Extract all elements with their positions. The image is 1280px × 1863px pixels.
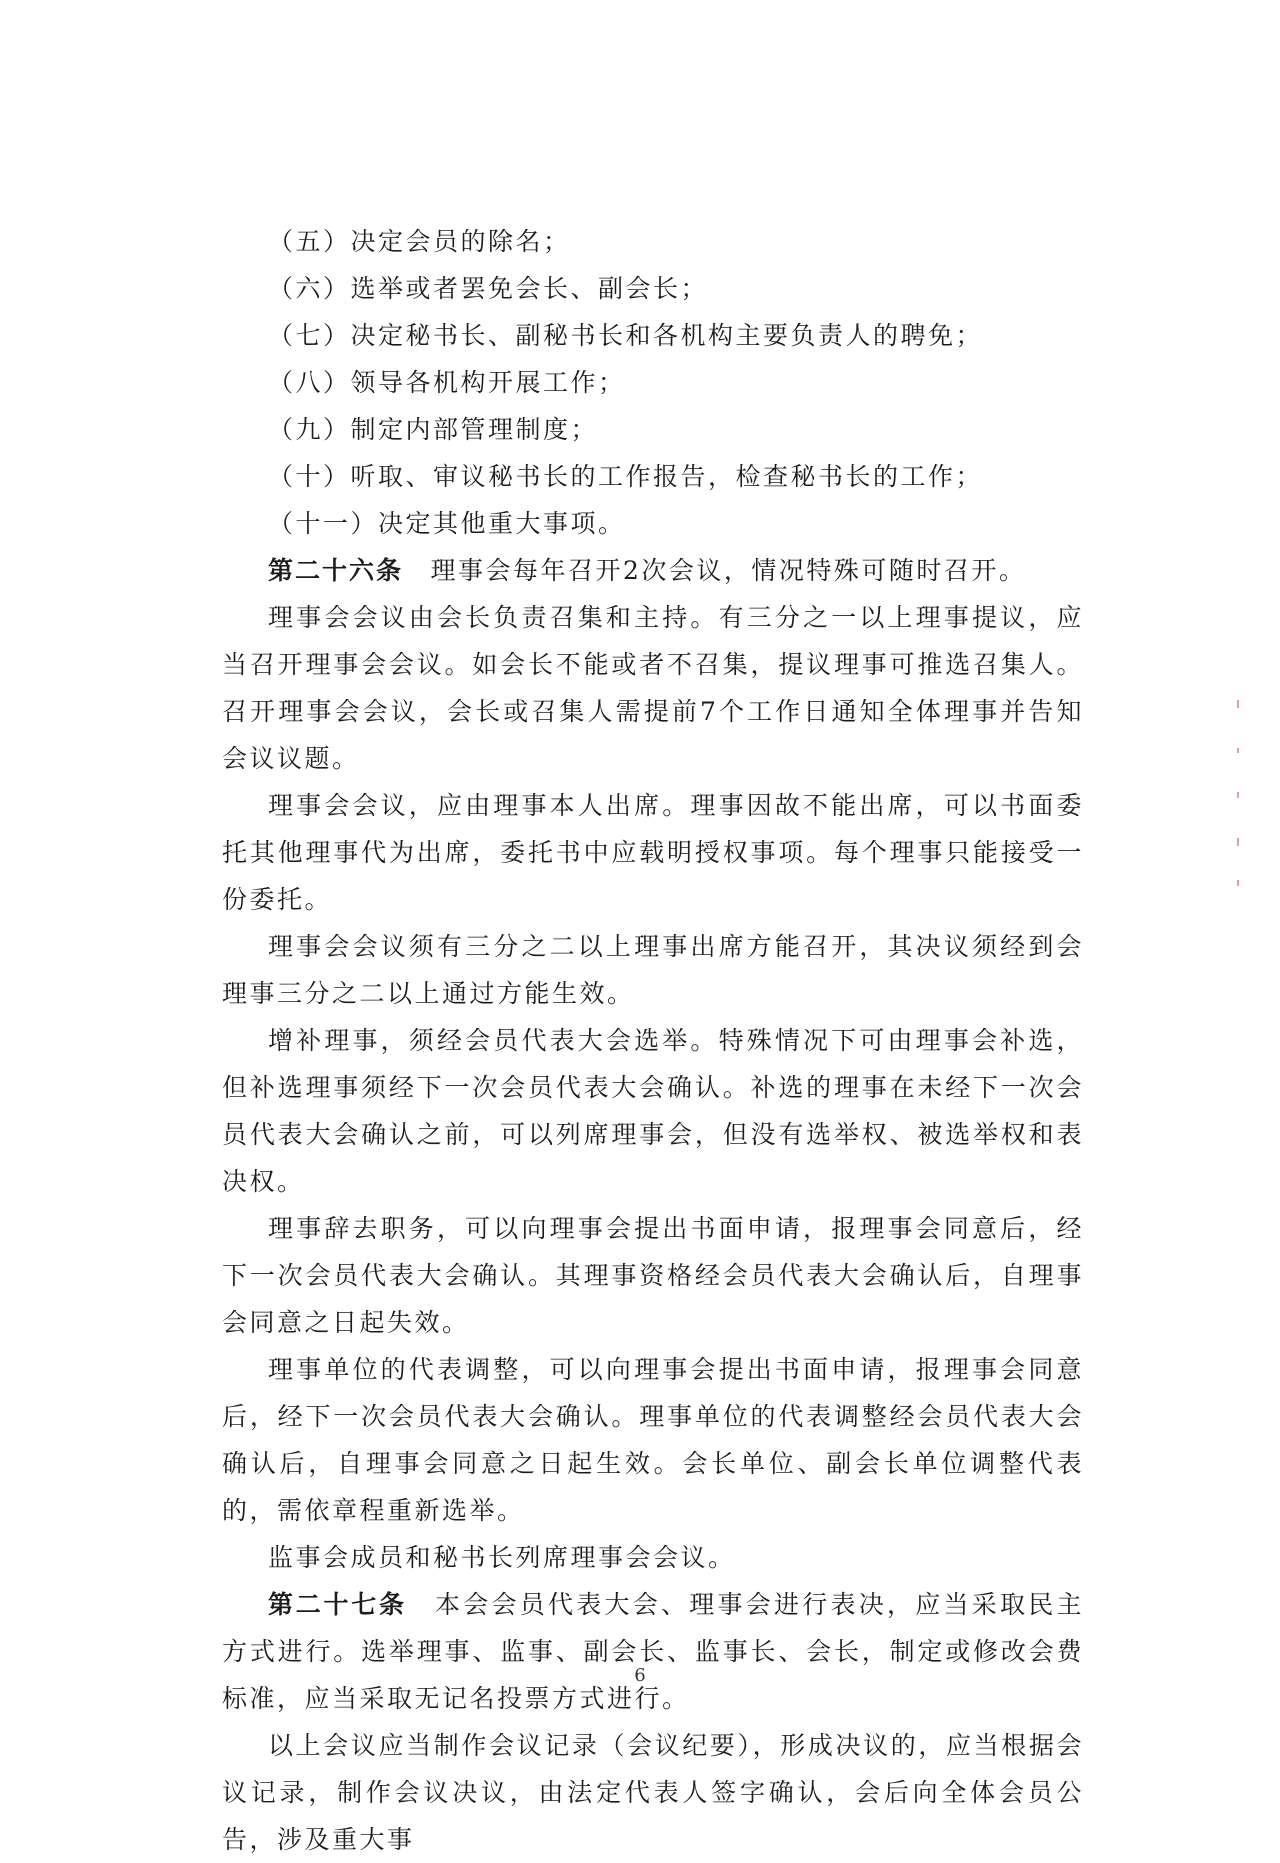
paragraph: 理事会会议须有三分之二以上理事出席方能召开，其决议须经到会理事三分之二以上通过方能生效。	[222, 932, 1084, 1008]
article-27	[222, 1581, 1084, 1722]
list-item: （七）决定秘书长、副秘书长和各机构主要负责人的聘免；	[268, 321, 984, 350]
article-heading: 第二十六条	[268, 556, 404, 585]
article-26	[222, 547, 1084, 594]
list-item: （十一）决定其他重大事项。	[268, 509, 626, 538]
article-text: 理事会每年召开2次会议，情况特殊可随时召开。	[403, 556, 1027, 585]
paragraph: 监事会成员和秘书长列席理事会会议。	[268, 1543, 736, 1572]
scan-edge-mark	[1237, 838, 1239, 846]
list-item: （六）选举或者罢免会长、副会长；	[268, 274, 709, 303]
paragraph: 理事单位的代表调整，可以向理事会提出书面申请，报理事会同意后，经下一次会员代表大会确认。理事单位的代表调整经会员代表大会确认后，自理事会同意之日起生效。会长单位、副会长单位调整代表的，需依章程重新选举。	[222, 1355, 1084, 1525]
scan-edge-mark	[1237, 792, 1239, 798]
article-text: 本会会员代表大会、理事会进行表决，应当采取民主方式进行。选举理事、监事、副会长、监事长、会长，制定或修改会费标准，应当采取无记名投票方式进行。	[222, 1590, 1084, 1713]
list-item: （十）听取、审议秘书长的工作报告，检查秘书长的工作；	[268, 462, 984, 491]
article-heading: 第二十七条	[268, 1590, 407, 1619]
page-body	[222, 218, 1084, 1863]
paragraph: 理事辞去职务，可以向理事会提出书面申请，报理事会同意后，经下一次会员代表大会确认。其理事资格经会员代表大会确认后，自理事会同意之日起失效。	[222, 1214, 1084, 1337]
list-item: （九）制定内部管理制度；	[268, 415, 599, 444]
scan-edge-mark	[1237, 748, 1239, 753]
list-item: （八）领导各机构开展工作；	[268, 368, 626, 397]
scan-edge-mark	[1237, 700, 1239, 708]
paragraph: 理事会会议由会长负责召集和主持。有三分之一以上理事提议，应当召开理事会会议。如会长不能或者不召集，提议理事可推选召集人。召开理事会会议，会长或召集人需提前7个工作日通知全体理事并告知会议议题。	[222, 603, 1084, 773]
paragraph: 增补理事，须经会员代表大会选举。特殊情况下可由理事会补选，但补选理事须经下一次会员代表大会确认。补选的理事在未经下一次会员代表大会确认之前，可以列席理事会，但没有选举权、被选举权和表决权。	[222, 1026, 1084, 1196]
list-item: （五）决定会员的除名；	[268, 227, 571, 256]
paragraph: 以上会议应当制作会议记录（会议纪要），形成决议的，应当根据会议记录，制作会议决议，由法定代表人签字确认，会后向全体会员公告，涉及重大事	[222, 1731, 1084, 1854]
paragraph: 理事会会议，应由理事本人出席。理事因故不能出席，可以书面委托其他理事代为出席，委托书中应载明授权事项。每个理事只能接受一份委托。	[222, 791, 1084, 914]
scan-edge-mark	[1237, 880, 1239, 886]
page-number: 6	[634, 1665, 646, 1686]
